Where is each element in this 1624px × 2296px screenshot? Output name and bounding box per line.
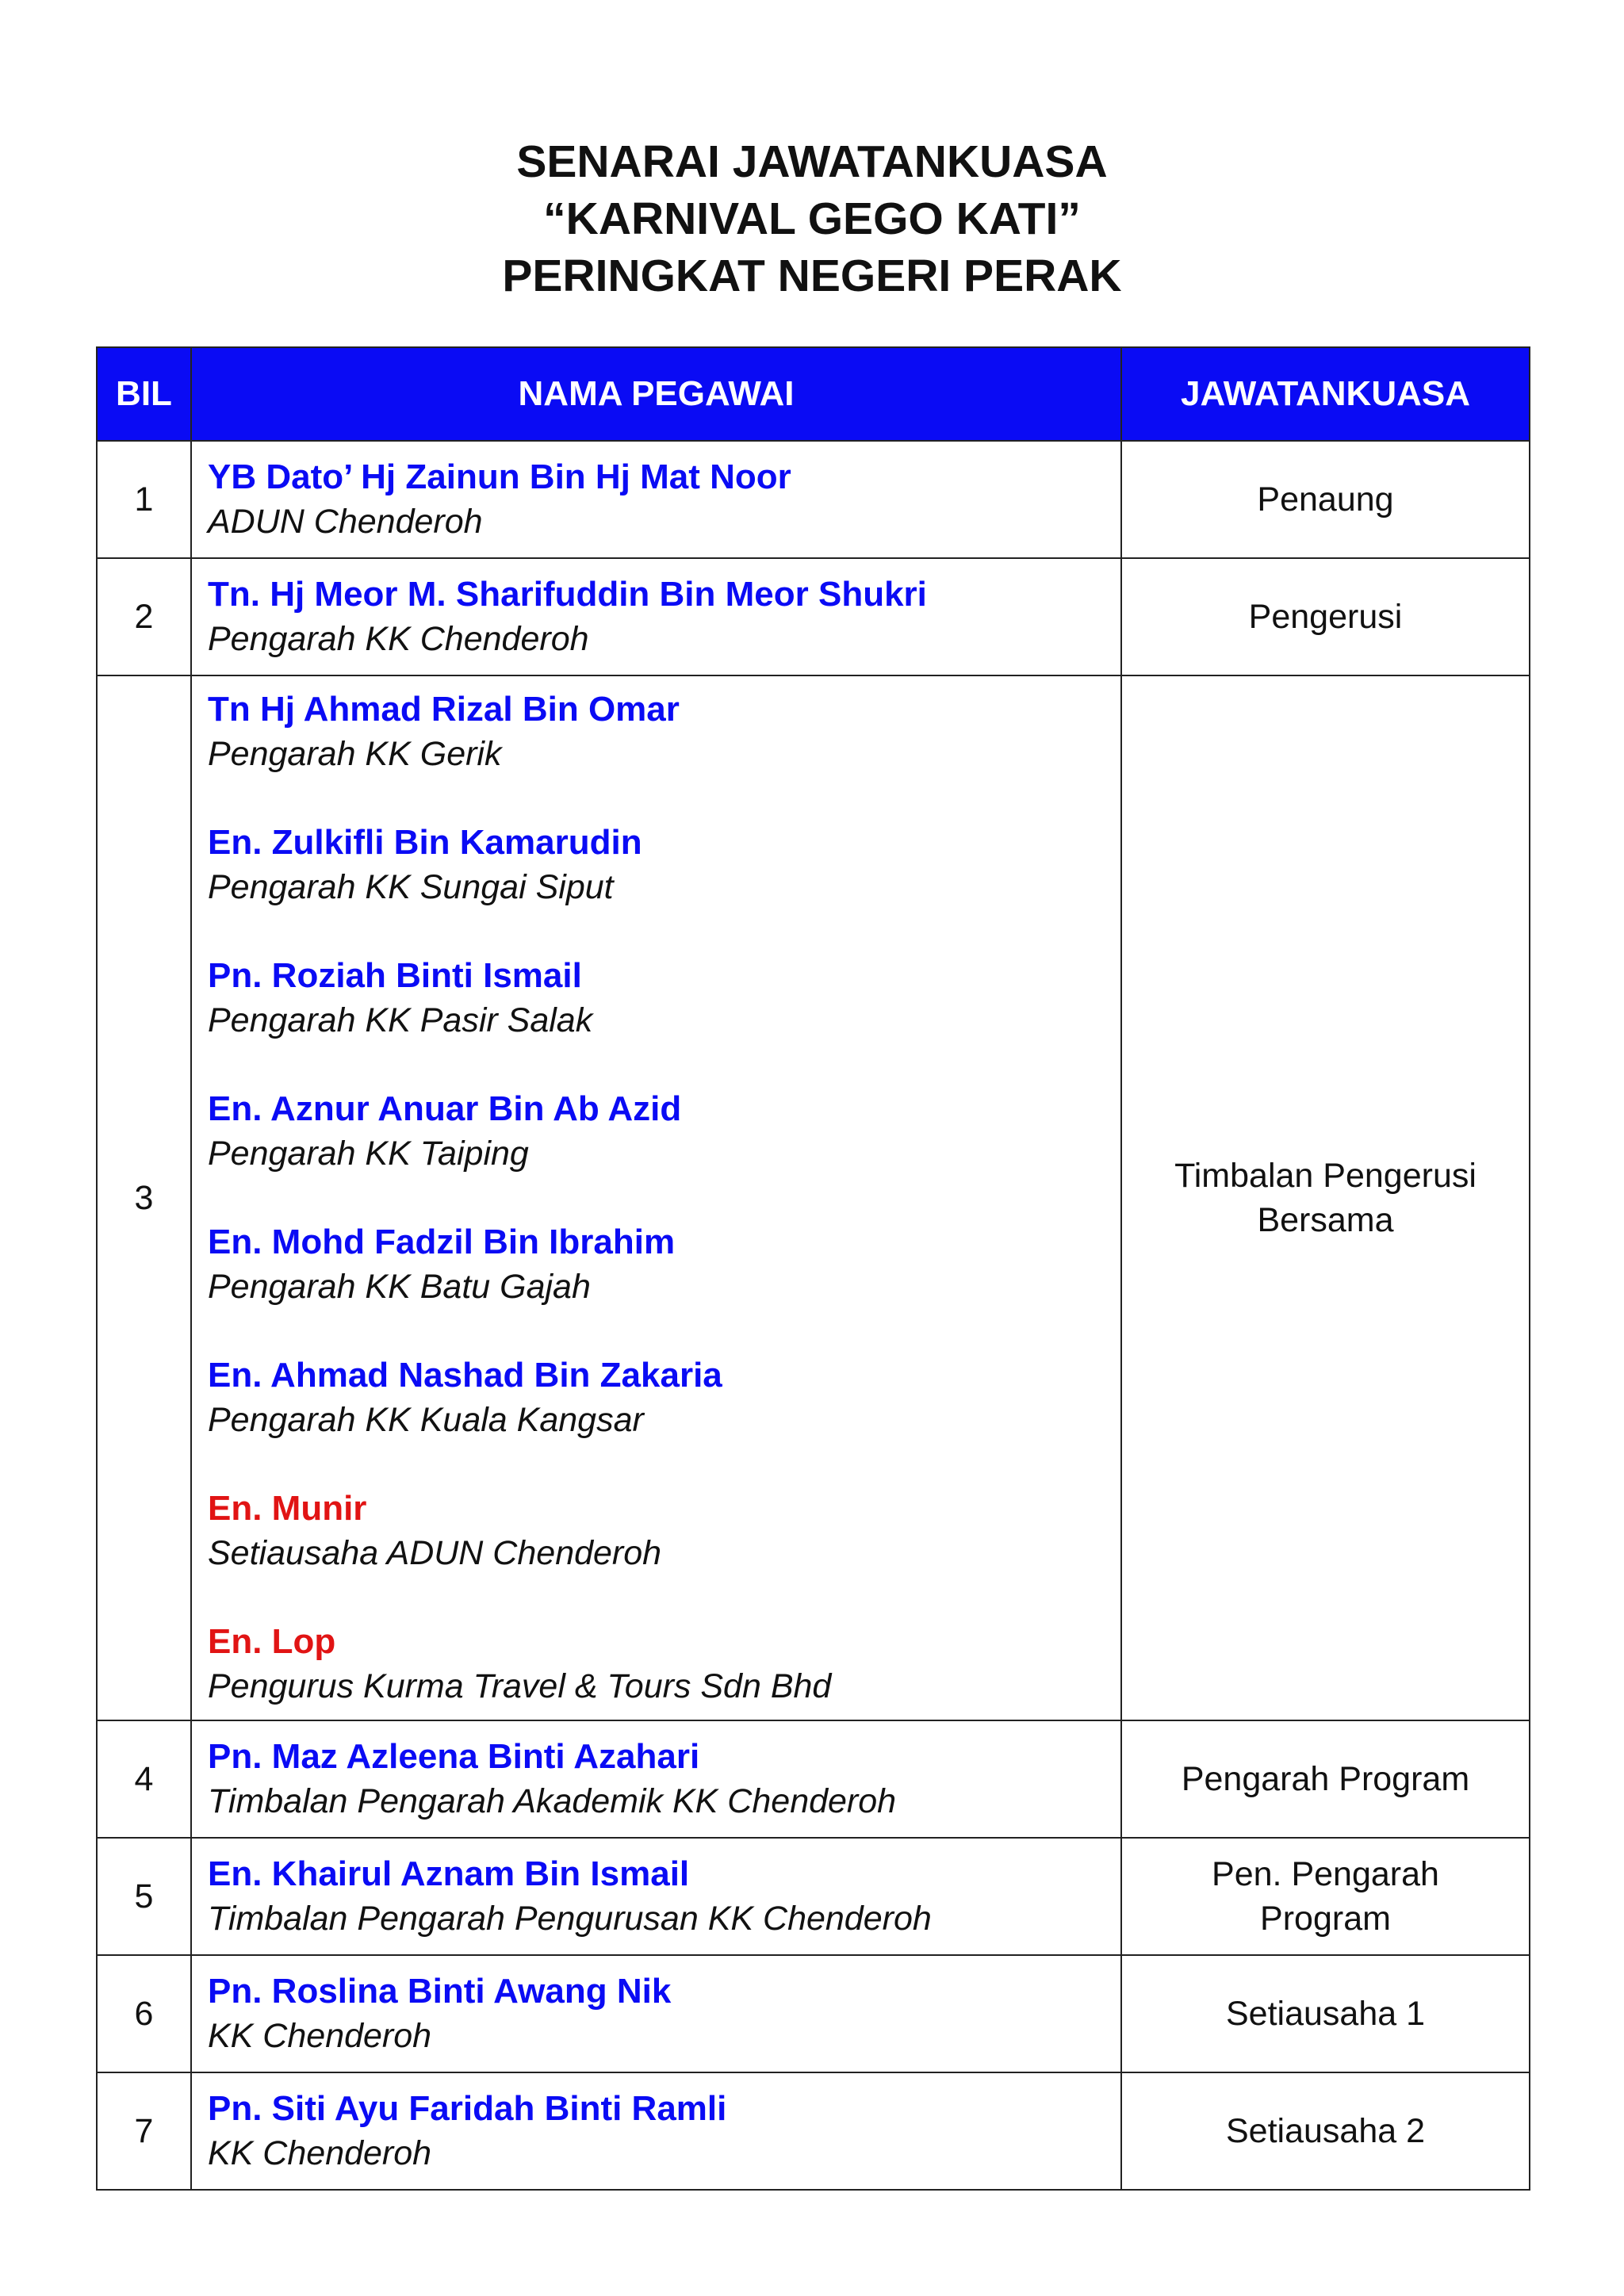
officer-position: Pengarah KK Kuala Kangsar <box>208 1401 644 1439</box>
officer-position: Timbalan Pengarah Pengurusan KK Chenderoh <box>208 1900 932 1938</box>
row-number: 3 <box>97 675 191 1720</box>
table-header-row <box>97 347 1530 441</box>
row-number: 7 <box>97 2072 191 2190</box>
committee-role: Pengarah Program <box>1121 1720 1530 1838</box>
table-row <box>97 675 1530 1720</box>
officer-name: Tn. Hj Meor M. Sharifuddin Bin Meor Shukri <box>208 575 927 614</box>
officer-name: En. Lop <box>208 1622 336 1661</box>
committee-role <box>1121 675 1530 1720</box>
officer-cell <box>191 441 1121 558</box>
committee-role: Pengerusi <box>1121 558 1530 675</box>
title-line-1: SENARAI JAWATANKUASA <box>516 136 1108 187</box>
committee-role-line-2: Program <box>1260 1900 1391 1938</box>
officer-position: Setiausaha ADUN Chenderoh <box>208 1534 662 1572</box>
committee-role <box>1121 1838 1530 1955</box>
document-title <box>0 133 1624 304</box>
committee-role: Setiausaha 1 <box>1121 1955 1530 2072</box>
officer-cell <box>191 1838 1121 1955</box>
officer-entry <box>208 1852 1105 1941</box>
row-number: 2 <box>97 558 191 675</box>
officer-entry <box>208 1220 1105 1309</box>
officer-name: En. Mohd Fadzil Bin Ibrahim <box>208 1223 676 1261</box>
officer-position: KK Chenderoh <box>208 2017 432 2055</box>
table-row <box>97 1955 1530 2072</box>
committee-role: Penaung <box>1121 441 1530 558</box>
officer-entry <box>208 1969 1105 2058</box>
row-number: 1 <box>97 441 191 558</box>
officer-name: YB Dato’ Hj Zainun Bin Hj Mat Noor <box>208 457 791 496</box>
committee-table <box>96 346 1530 2191</box>
officer-name: En. Ahmad Nashad Bin Zakaria <box>208 1356 722 1395</box>
table-row <box>97 2072 1530 2190</box>
officer-entry <box>208 821 1105 909</box>
officer-position: Pengarah KK Batu Gajah <box>208 1268 591 1306</box>
officer-entry <box>208 1735 1105 1823</box>
officer-cell <box>191 2072 1121 2190</box>
table-row <box>97 441 1530 558</box>
title-line-3: PERINGKAT NEGERI PERAK <box>502 251 1122 301</box>
officer-cell <box>191 558 1121 675</box>
officer-entry <box>208 572 1105 661</box>
officer-entry <box>208 687 1105 776</box>
officer-position: Pengurus Kurma Travel & Tours Sdn Bhd <box>208 1667 832 1705</box>
officer-cell <box>191 675 1121 1720</box>
row-number: 4 <box>97 1720 191 1838</box>
officer-position: KK Chenderoh <box>208 2134 432 2172</box>
officer-name: Pn. Siti Ayu Faridah Binti Ramli <box>208 2089 727 2128</box>
officer-entry <box>208 2087 1105 2175</box>
officer-name: En. Aznur Anuar Bin Ab Azid <box>208 1089 682 1128</box>
officer-cell <box>191 1955 1121 2072</box>
officer-name: Tn Hj Ahmad Rizal Bin Omar <box>208 690 680 729</box>
row-number: 5 <box>97 1838 191 1955</box>
officer-name: En. Munir <box>208 1489 367 1528</box>
header-nama-pegawai: NAMA PEGAWAI <box>191 347 1121 441</box>
table-row <box>97 558 1530 675</box>
officer-position: Pengarah KK Taiping <box>208 1135 529 1173</box>
officer-cell <box>191 1720 1121 1838</box>
table-row <box>97 1838 1530 1955</box>
officer-entry <box>208 1353 1105 1442</box>
officer-name: Pn. Roziah Binti Ismail <box>208 956 582 995</box>
committee-role-line-1: Timbalan Pengerusi <box>1174 1157 1477 1195</box>
officer-name: En. Khairul Aznam Bin Ismail <box>208 1854 690 1893</box>
officer-position: Pengarah KK Sungai Siput <box>208 868 614 906</box>
officer-position: Pengarah KK Pasir Salak <box>208 1001 593 1039</box>
officer-name: Pn. Maz Azleena Binti Azahari <box>208 1737 700 1776</box>
officer-entry <box>208 1620 1105 1709</box>
title-line-2: “KARNIVAL GEGO KATI” <box>543 193 1081 244</box>
committee-role-line-2: Bersama <box>1257 1201 1394 1239</box>
officer-entry <box>208 455 1105 544</box>
officer-position: Timbalan Pengarah Akademik KK Chenderoh <box>208 1782 897 1820</box>
officer-position: ADUN Chenderoh <box>208 503 483 541</box>
officer-position: Pengarah KK Chenderoh <box>208 620 589 658</box>
row-number: 6 <box>97 1955 191 2072</box>
header-jawatankuasa: JAWATANKUASA <box>1121 347 1530 441</box>
officer-name: Pn. Roslina Binti Awang Nik <box>208 1972 672 2011</box>
header-bil: BIL <box>97 347 191 441</box>
officer-position: Pengarah KK Gerik <box>208 735 502 773</box>
officer-entry <box>208 954 1105 1043</box>
committee-role: Setiausaha 2 <box>1121 2072 1530 2190</box>
officer-entry <box>208 1487 1105 1575</box>
committee-role-line-1: Pen. Pengarah <box>1212 1855 1439 1893</box>
officer-entry <box>208 1087 1105 1176</box>
officer-name: En. Zulkifli Bin Kamarudin <box>208 823 642 862</box>
table-row <box>97 1720 1530 1838</box>
